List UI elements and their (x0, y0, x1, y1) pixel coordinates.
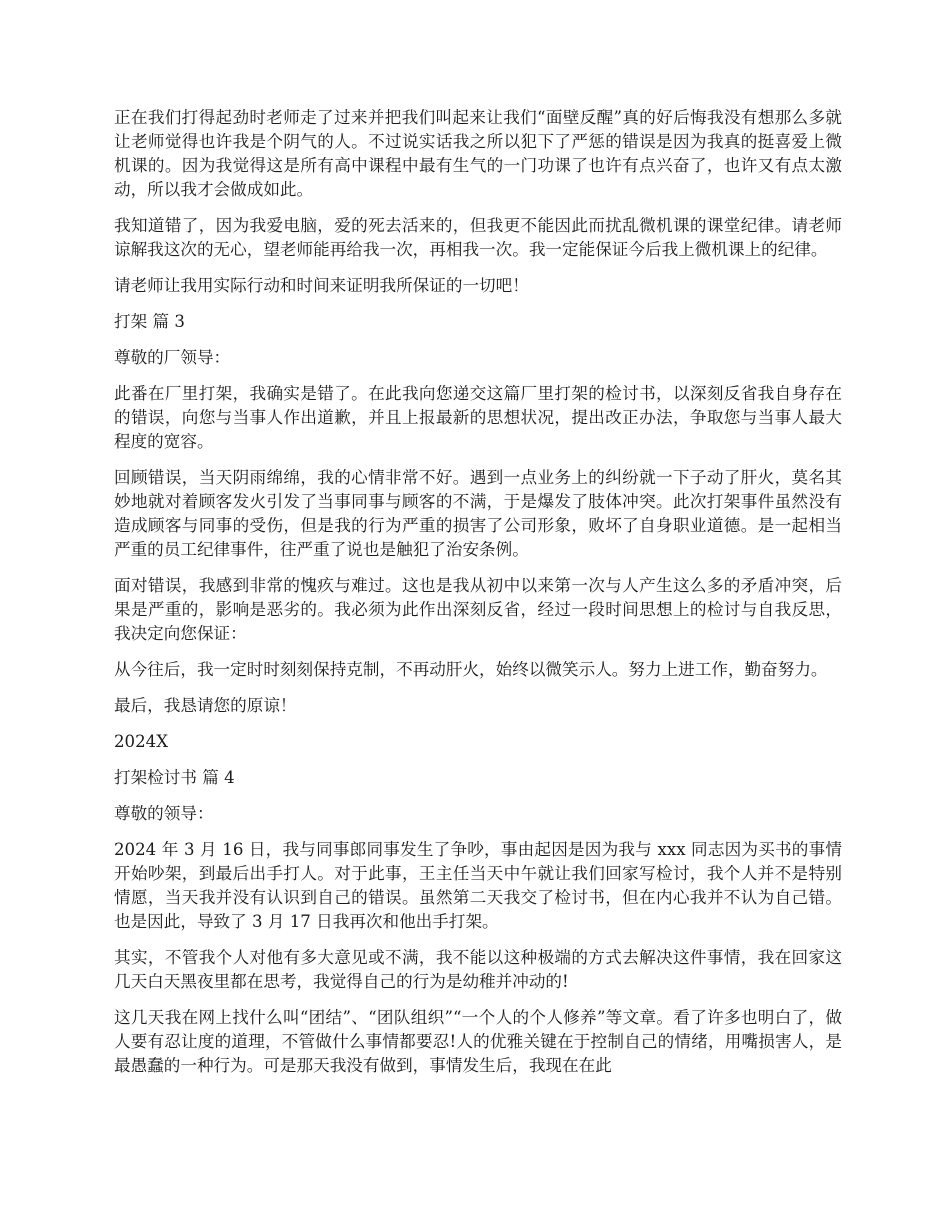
section-heading-4: 打架检讨书 篇 4 (114, 768, 235, 787)
section-heading-3: 打架 篇 3 (114, 312, 185, 331)
paragraph-closing: 最后，我恳请您的原谅！ (114, 696, 297, 715)
paragraph-incident: 2024 年 3 月 16 日，我与同事郎同事发生了争吵，事由起因是因为我与 xxx 同志因为买书的事情开始吵架，到最后出手打人。对于此事，王主任当天中午就让我们回家写检讨，我个人并不是特别情愿，当天我并没有认识到自己的错误。虽然第二天我交了检讨书，但在内心我并不认为自己错。也是因此，导致了 3 月 17 日我再次和他出手打架。 (114, 840, 842, 931)
salutation-leader: 尊敬的领导： (114, 804, 214, 823)
paragraph-face-error: 面对错误，我感到非常的愧疚与难过。这也是我从初中以来第一次与人产生这么多的矛盾冲突，后果是严重的，影响是恶劣的。我必须为此作出深刻反省，经过一段时间思想上的检讨与自我反思，我决定向您保证： (114, 576, 842, 643)
paragraph-from-now-on: 从今往后，我一定时时刻刻保持克制，不再动肝火，始终以微笑示人。努力上进工作，勤奋努力。 (114, 660, 828, 679)
paragraph-admit-error: 我知道错了，因为我爱电脑，爱的死去活来的，但我更不能因此而扰乱微机课的课堂纪律。请老师谅解我这次的无心，望老师能再给我一次，再相我一次。我一定能保证今后我上微机课上的纪律。 (114, 216, 842, 259)
paragraph-learning: 这几天我在网上找什么叫“团结”、“团队组织”“一个人的个人修养”等文章。看了许多也明白了，做人要有忍让度的道理，不管做什么事情都要忍!人的优雅关键在于控制自己的情绪，用嘴损害人，是最愚蠢的一种行为。可是那天我没有做到，事情发生后，我现在在此 (114, 1008, 842, 1075)
paragraph-review-error: 回顾错误，当天阴雨绵绵，我的心情非常不好。遇到一点业务上的纠纷就一下子动了肝火，莫名其妙地就对着顾客发火引发了当事同事与顾客的不满，于是爆发了肢体冲突。此次打架事件虽然没有造成顾客与同事的受伤，但是我的行为严重的损害了公司形象，败坏了自身职业道德。是一起相当严重的员工纪律事件，往严重了说也是触犯了治安条例。 (114, 468, 842, 559)
paragraph-apology-class: 正在我们打得起劲时老师走了过来并把我们叫起来让我们“面壁反醒”真的好后悔我没有想那么多就让老师觉得也许我是个阴气的人。不过说实话我之所以犯下了严惩的错误是因为我真的挺喜爱上微机课的。因为我觉得这是所有高中课程中最有生气的一门功课了也许有点兴奋了，也许又有点太激动，所以我才会做成如此。 (114, 108, 842, 199)
paragraph-reflection: 其实，不管我个人对他有多大意见或不满，我不能以这种极端的方式去解决这件事情，我在回家这几天白天黑夜里都在思考，我觉得自己的行为是幼稚并冲动的! (114, 948, 842, 991)
paragraph-factory-fight: 此番在厂里打架，我确实是错了。在此我向您递交这篇厂里打架的检讨书，以深刻反省我自身存在的错误，向您与当事人作出道歉，并且上报最新的思想状况，提出改正办法，争取您与当事人最大程度的宽容。 (114, 384, 842, 451)
salutation-factory-leader: 尊敬的厂领导： (114, 348, 231, 367)
date-line: 2024X (114, 732, 169, 751)
paragraph-promise: 请老师让我用实际行动和时间来证明我所保证的一切吧！ (114, 276, 529, 295)
document-page (114, 106, 842, 1090)
